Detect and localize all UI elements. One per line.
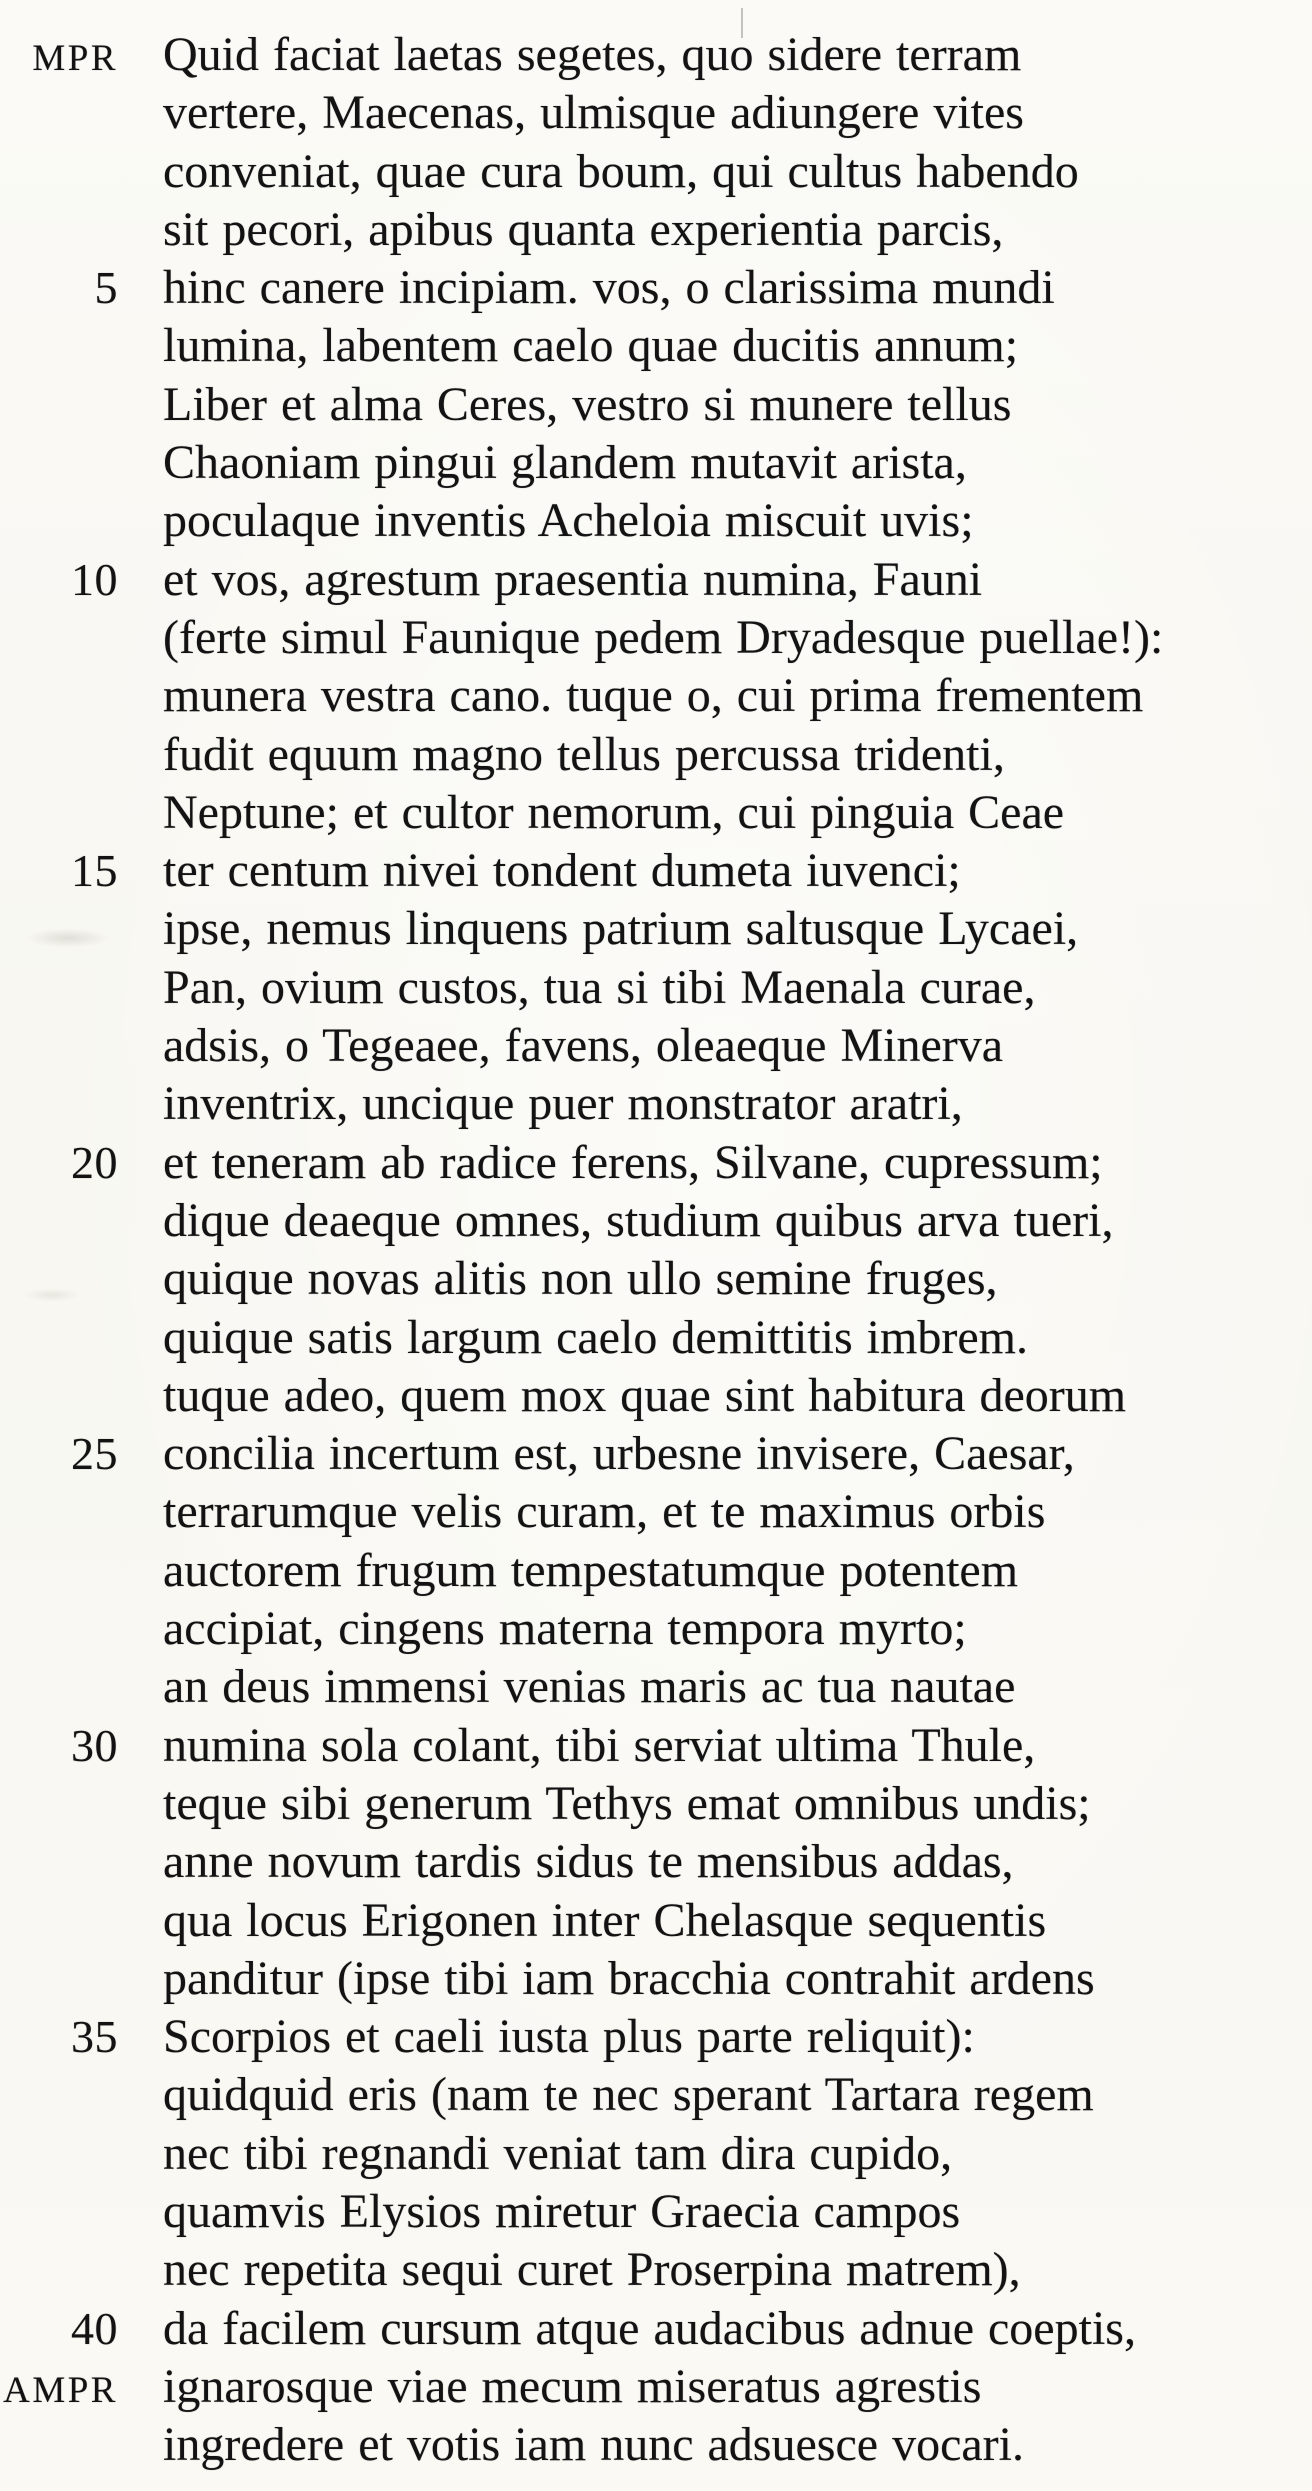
verse-text: Chaoniam pingui glandem mutavit arista, [163, 436, 967, 490]
verse-line [0, 2416, 1312, 2474]
verse-line [0, 1309, 1312, 1367]
verse-text: Quid faciat laetas segetes, quo sidere terram [163, 28, 1022, 81]
verse-text: (ferte simul Faunique pedem Dryadesque puellae!): [163, 610, 1164, 664]
verse-text: auctorem frugum tempestatumque potentem [163, 1543, 1019, 1597]
line-number: 15 [71, 845, 118, 897]
verse-line [0, 2183, 1312, 2241]
verse-text: nec repetita sequi curet Proserpina matrem), [163, 2243, 1021, 2297]
verse-text: Liber et alma Ceres, vestro si munere tellus [163, 377, 1012, 431]
verse-line [0, 376, 1312, 434]
verse-text: adsis, o Tegeaee, favens, oleaeque Minerva [163, 1019, 1004, 1073]
verse-line [0, 551, 1312, 609]
verse-line [0, 726, 1312, 784]
verse-line [0, 259, 1312, 317]
verse-line [0, 1658, 1312, 1716]
line-number: 40 [71, 2302, 118, 2354]
verse-line [0, 609, 1312, 667]
line-number: 35 [71, 2011, 118, 2063]
verse-text: poculaque inventis Acheloia miscuit uvis; [163, 494, 974, 548]
verse-text: concilia incertum est, urbesne invisere, Caesar, [163, 1427, 1075, 1481]
verse-text: inventrix, uncique puer monstrator aratri, [163, 1077, 963, 1131]
verse-line [0, 1250, 1312, 1308]
verse-line [0, 2008, 1312, 2066]
verse-text: ter centum nivei tondent dumeta iuvenci; [163, 844, 961, 898]
verse-text: quamvis Elysios miretur Graecia campos [163, 2184, 961, 2238]
verse-line [0, 1717, 1312, 1775]
line-number: 25 [71, 1428, 118, 1480]
verse-line [0, 1425, 1312, 1483]
verse-text: conveniat, quae cura boum, qui cultus habendo [163, 144, 1079, 198]
verse-text: et vos, agrestum praesentia numina, Fauni [163, 552, 983, 606]
verse-text: ignarosque viae mecum miseratus agrestis [163, 2359, 982, 2413]
verse-line [0, 2066, 1312, 2124]
verse-line [0, 434, 1312, 492]
verse-line [0, 143, 1312, 201]
verse-line [0, 1892, 1312, 1950]
verse-text: terrarumque velis curam, et te maximus orbis [163, 1485, 1046, 1539]
verse-line [0, 2300, 1312, 2358]
verse-text: quique novas alitis non ullo semine fruges, [163, 1252, 998, 1306]
verse-text: an deus immensi venias maris ac tua nautae [163, 1660, 1016, 1714]
line-number: 5 [94, 262, 118, 314]
verse-text: Pan, ovium custos, tua si tibi Maenala curae, [163, 960, 1036, 1014]
verse-line [0, 1483, 1312, 1541]
verse-line [0, 1134, 1312, 1192]
verse-text: da facilem cursum atque audacibus adnue coeptis, [163, 2301, 1136, 2355]
verse-text: dique deaeque omnes, studium quibus arva tueri, [163, 1193, 1114, 1247]
verse-text: qua locus Erigonen inter Chelasque sequentis [163, 1893, 1047, 1947]
verse-text: teque sibi generum Tethys emat omnibus undis; [163, 1776, 1091, 1830]
verse-text: ingredere et votis iam nunc adsuesce vocari. [163, 2418, 1024, 2472]
verse-text: Scorpios et caeli iusta plus parte reliquit): [163, 2010, 975, 2064]
verse-text: munera vestra cano. tuque o, cui prima frementem [163, 669, 1144, 723]
manuscript-sigla: AMPR [3, 2369, 118, 2411]
verse-text: tuque adeo, quem mox quae sint habitura deorum [163, 1368, 1127, 1422]
verse-line [0, 1075, 1312, 1133]
verse-line [0, 26, 1312, 84]
verse-line [0, 1600, 1312, 1658]
verse-line [0, 1542, 1312, 1600]
line-number: 30 [71, 1719, 118, 1771]
verse-line [0, 959, 1312, 1017]
line-number: 20 [71, 1136, 118, 1188]
verse-line [0, 1950, 1312, 2008]
verse-line [0, 667, 1312, 725]
verse-text: nec tibi regnandi veniat tam dira cupido, [163, 2126, 953, 2180]
verse-text: et teneram ab radice ferens, Silvane, cupressum; [163, 1135, 1103, 1189]
verse-line [0, 1367, 1312, 1425]
verse-line [0, 784, 1312, 842]
verse-line [0, 1833, 1312, 1891]
verse-text: anne novum tardis sidus te mensibus addas, [163, 1835, 1014, 1889]
verse-text: accipiat, cingens materna tempora myrto; [163, 1602, 967, 1656]
verse-text: vertere, Maecenas, ulmisque adiungere vites [163, 86, 1024, 140]
verse-text: quique satis largum caelo demittitis imbrem. [163, 1310, 1028, 1364]
verse-text: fudit equum magno tellus percussa tridenti, [163, 727, 1005, 781]
verse-text: quidquid eris (nam te nec sperant Tartara regem [163, 2068, 1094, 2122]
verse-text: numina sola colant, tibi serviat ultima Thule, [163, 1718, 1036, 1772]
verse-line [0, 2241, 1312, 2299]
verse-line [0, 492, 1312, 550]
verse-line [0, 1775, 1312, 1833]
verse-text: ipse, nemus linquens patrium saltusque Lycaei, [163, 902, 1079, 956]
verse-line [0, 84, 1312, 142]
verse-line [0, 1192, 1312, 1250]
verse-line [0, 2358, 1312, 2416]
verse-line [0, 900, 1312, 958]
poem-text-block [0, 26, 1312, 2474]
verse-text: Neptune; et cultor nemorum, cui pinguia Ceae [163, 785, 1065, 839]
verse-text: panditur (ipse tibi iam bracchia contrahit ardens [163, 1951, 1095, 2005]
verse-text: hinc canere incipiam. vos, o clarissima mundi [163, 261, 1055, 315]
verse-text: lumina, labentem caelo quae ducitis annum; [163, 319, 1019, 373]
verse-line [0, 2125, 1312, 2183]
verse-line [0, 842, 1312, 900]
verse-text: sit pecori, apibus quanta experientia parcis, [163, 202, 1004, 256]
manuscript-sigla: MPR [32, 38, 118, 79]
verse-line [0, 1017, 1312, 1075]
verse-line [0, 317, 1312, 375]
verse-line [0, 201, 1312, 259]
line-number: 10 [71, 553, 118, 605]
